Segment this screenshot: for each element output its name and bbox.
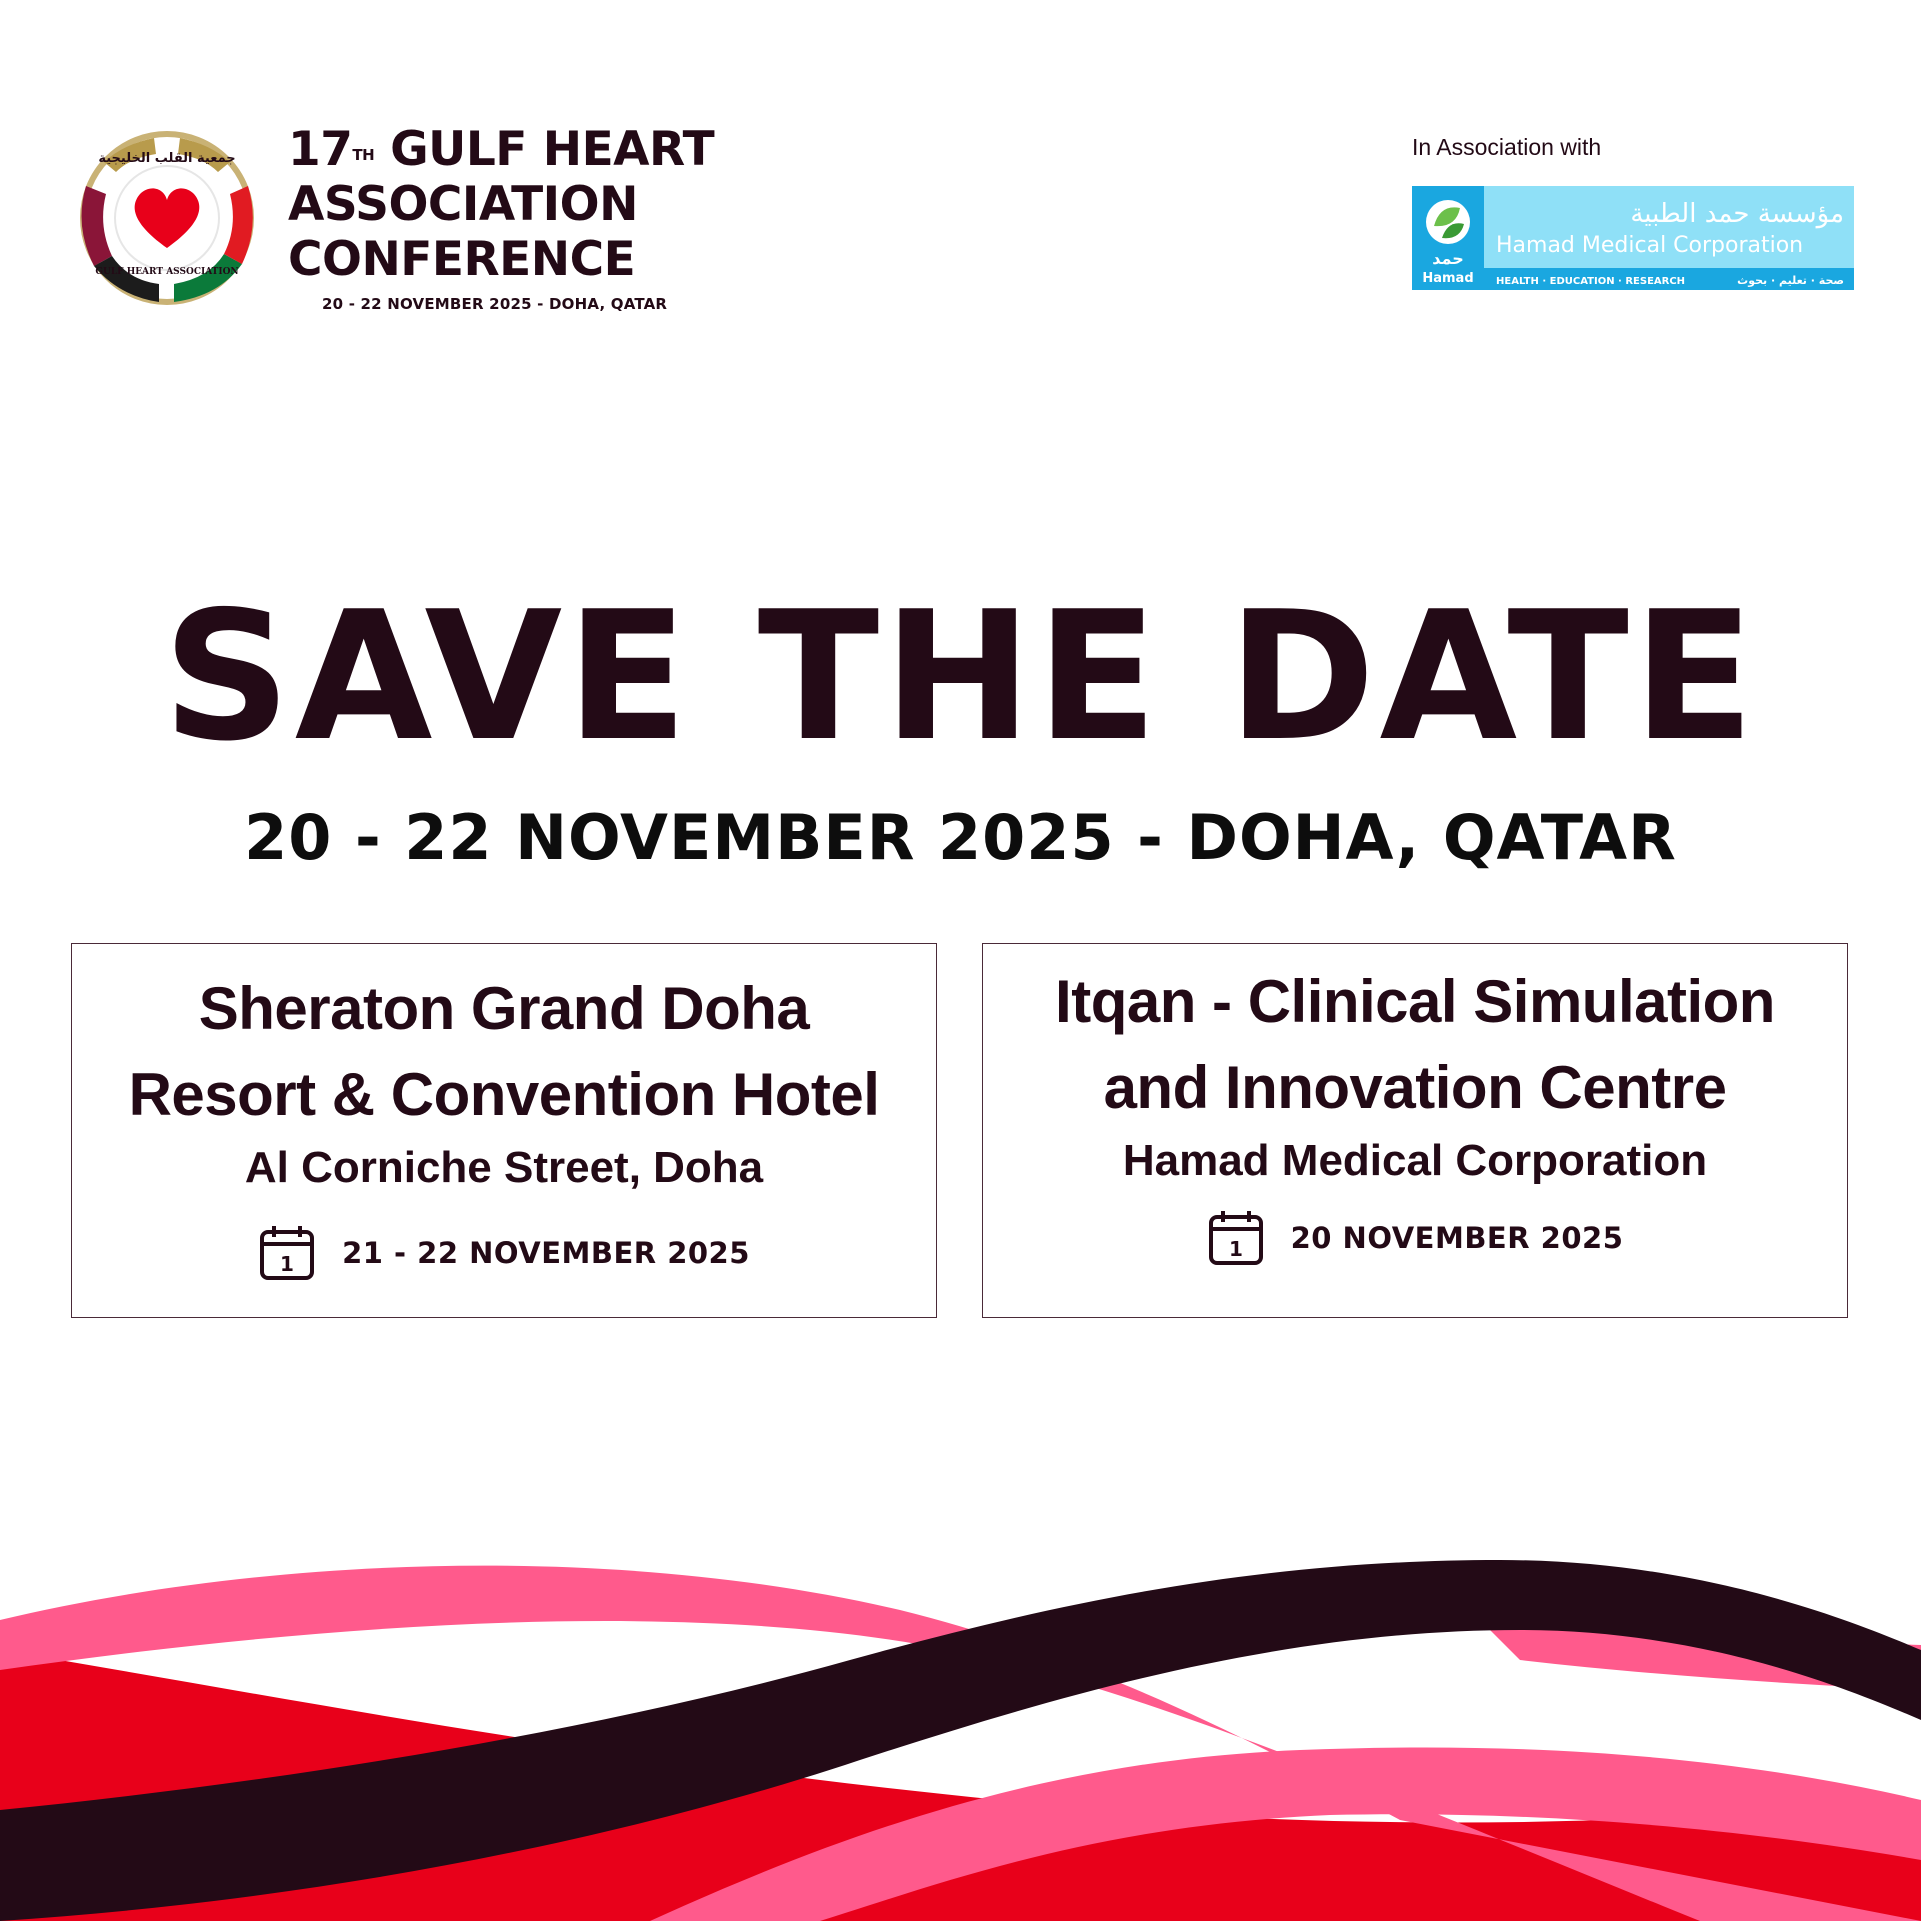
- emblem-arabic-text: جمعية القلب الخليجية: [98, 151, 236, 166]
- venue-address: Al Corniche Street, Doha: [244, 1143, 764, 1192]
- venue-name-line-2: Resort & Convention Hotel: [128, 1061, 880, 1128]
- gulf-heart-association-emblem: [64, 126, 270, 310]
- event-dates-location: 20 - 22 NOVEMBER 2025 - DOHA, QATAR: [244, 801, 1677, 874]
- title-line-1: GULF HEART: [390, 122, 715, 177]
- hmc-badge-arabic: حمد: [1432, 249, 1464, 268]
- calendar-icon: [258, 1224, 316, 1282]
- venue-name: [72, 966, 936, 1138]
- conference-title: [288, 122, 748, 287]
- title-line-3: CONFERENCE: [288, 232, 636, 287]
- venue-name-line-2: and Innovation Centre: [1103, 1054, 1727, 1121]
- venue-name-line-1: Sheraton Grand Doha: [198, 975, 810, 1042]
- emblem-english-text: GULF HEART ASSOCIATION: [95, 267, 239, 277]
- ordinal-suffix: TH: [352, 146, 375, 164]
- hmc-english-name: Hamad Medical Corporation: [1496, 233, 1804, 258]
- venue-date: 21 - 22 NOVEMBER 2025: [342, 1236, 750, 1270]
- conference-number: 17: [288, 122, 353, 177]
- venue-address: Hamad Medical Corporation: [1122, 1136, 1708, 1185]
- title-line-2: ASSOCIATION: [288, 177, 638, 232]
- venue-date-row: [983, 1209, 1847, 1267]
- hmc-tagline-arabic: صحة · تعليم · بحوث: [1737, 274, 1844, 287]
- hamad-medical-corporation-logo: [1412, 186, 1854, 290]
- hmc-tagline-english: HEALTH · EDUCATION · RESEARCH: [1496, 276, 1686, 287]
- venue-name: [983, 959, 1847, 1131]
- calendar-day: 1: [280, 1252, 295, 1276]
- calendar-day: 1: [1228, 1237, 1243, 1261]
- hmc-arabic-name: مؤسسة حمد الطبية: [1630, 199, 1844, 229]
- conference-subtitle: 20 - 22 NOVEMBER 2025 - DOHA, QATAR: [322, 295, 668, 313]
- decorative-ribbons: [0, 1500, 1921, 1921]
- venue-card-itqan: [982, 943, 1848, 1318]
- venue-date: 20 NOVEMBER 2025: [1290, 1221, 1624, 1255]
- venue-date-row: [72, 1224, 936, 1282]
- association-label: In Association with: [1412, 134, 1602, 160]
- venue-card-sheraton: [71, 943, 937, 1318]
- calendar-icon: [1207, 1209, 1265, 1267]
- venue-name-line-1: Itqan - Clinical Simulation: [1055, 968, 1775, 1035]
- hmc-badge-english: Hamad: [1422, 271, 1474, 286]
- save-the-date-headline: SAVE THE DATE: [162, 573, 1759, 780]
